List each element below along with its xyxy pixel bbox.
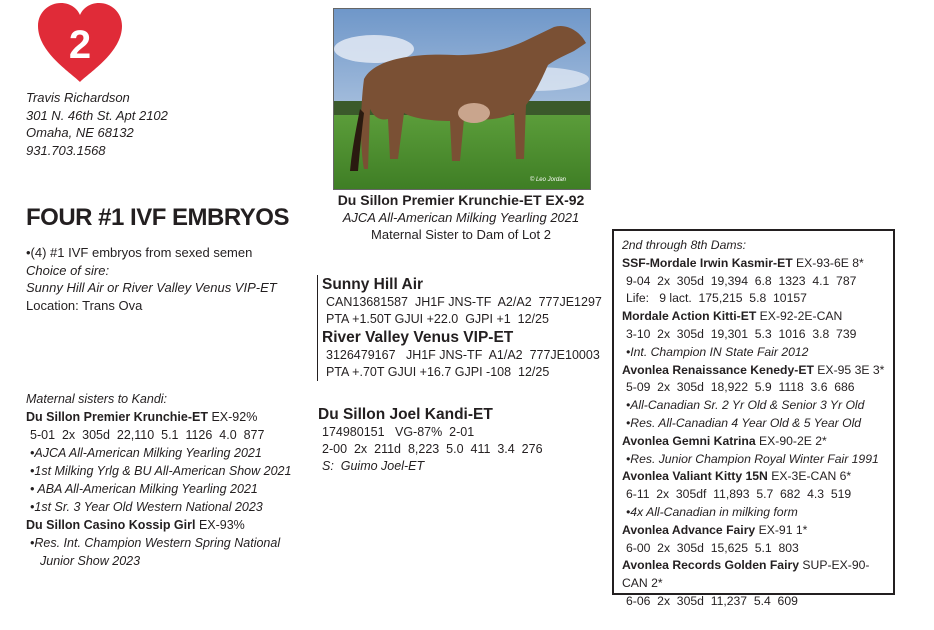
ancestor-class: EX-93-6E 8*: [792, 255, 864, 270]
dam-id-line: 174980151 VG-87% 2-01: [322, 425, 475, 439]
ancestor-class: SUP-EX-90-CAN 2*: [622, 558, 870, 591]
sister-name: Du Sillon Casino Kossip Girl: [26, 518, 196, 532]
sister-award: Junior Show 2023: [40, 554, 141, 568]
ancestor-class: EX-3E-CAN 6*: [767, 469, 852, 484]
contact-address1: 301 N. 46th St. Apt 2102: [26, 107, 168, 123]
ancestor-award: •4x All-Canadian in milking form: [626, 504, 798, 519]
ancestor-class: EX-95 3E 3*: [813, 362, 885, 377]
ancestor-class: EX-91 1*: [755, 522, 808, 537]
ancestor-name: Avonlea Records Golden Fairy: [622, 558, 799, 573]
sire-name: Sunny Hill Air: [322, 276, 424, 293]
ancestor-name: Avonlea Valiant Kitty 15N: [622, 469, 768, 484]
sire-block: [317, 275, 602, 381]
ancestor-record: 3-10 2x 305d 19,301 5.3 1016 3.8 739: [626, 326, 857, 341]
contact-phone: 931.703.1568: [26, 142, 106, 158]
dam-record: 2-00 2x 211d 8,223 5.0 411 3.4 276: [322, 442, 543, 456]
sire-pta-line: PTA +1.50T GJUI +22.0 GJPI +1 12/25: [326, 312, 549, 326]
sire-id-line: 3126479167 JH1F JNS-TF A1/A2 777JE10003: [326, 348, 600, 362]
lot-badge: [36, 2, 124, 84]
sister-award: • ABA All-American Milking Yearling 2021: [30, 482, 258, 496]
ancestor-class: EX-92-2E-CAN: [756, 309, 843, 324]
sire-name: River Valley Venus VIP-ET: [322, 329, 514, 346]
contact-address2: Omaha, NE 68132: [26, 125, 134, 140]
sister-class: EX-92%: [207, 410, 258, 424]
sisters-header: Maternal sisters to Kandi:: [26, 392, 168, 406]
ancestor-lifetime: Life: 9 lact. 175,215 5.8 10157: [626, 291, 807, 306]
lot-detail-sires: Sunny Hill Air or River Valley Venus VIP-ET: [26, 280, 277, 295]
sister-award: •1st Sr. 3 Year Old Western National 2023: [30, 500, 263, 514]
ancestor-name: Mordale Action Kitti-ET: [622, 309, 757, 324]
ancestor-award: •Int. Champion IN State Fair 2012: [626, 344, 809, 359]
ancestor-award: •Res. All-Canadian 4 Year Old & 5 Year Old: [626, 415, 862, 430]
sister-award: •Res. Int. Champion Western Spring National: [30, 536, 281, 550]
heart-icon: [36, 2, 124, 84]
ancestor-name: Avonlea Renaissance Kenedy-ET: [622, 362, 814, 377]
lot-detail-choice: Choice of sire:: [26, 262, 110, 278]
cow-photo: [333, 8, 591, 190]
pedigree-header: 2nd through 8th Dams:: [622, 238, 746, 252]
contact-block: [26, 89, 168, 159]
dam-sire: S: Guimo Joel-ET: [322, 459, 425, 473]
pedigree-box: [612, 229, 895, 608]
dam-block: [318, 405, 543, 475]
ancestor-record: 9-04 2x 305d 19,394 6.8 1323 4.1 787: [626, 273, 857, 288]
ancestor-name: Avonlea Gemni Katrina: [622, 433, 756, 448]
photo-credit: © Leo Jordan: [529, 177, 566, 183]
ancestor-record: 5-09 2x 305d 18,922 5.9 1118 3.6 686: [626, 380, 855, 395]
featured-name: Du Sillon Premier Krunchie-ET EX-92: [337, 192, 585, 208]
ancestor-class: EX-90-2E 2*: [755, 433, 827, 448]
lot-title: FOUR #1 IVF EMBRYOS: [26, 204, 289, 231]
sire-id-line: CAN13681587 JH1F JNS-TF A2/A2 777JE1297: [326, 295, 602, 309]
maternal-sisters: [26, 390, 291, 570]
sire-pta-line: PTA +.70T GJUI +16.7 GJPI -108 12/25: [326, 365, 550, 379]
sister-class: EX-93%: [195, 518, 245, 532]
ancestor-name: SSF-Mordale Irwin Kasmir-ET: [622, 255, 793, 270]
featured-caption: [325, 192, 597, 243]
ancestor-award: •All-Canadian Sr. 2 Yr Old & Senior 3 Yr Old: [626, 398, 865, 413]
sister-award: •1st Milking Yrlg & BU All-American Show 2021: [30, 464, 292, 478]
ancestor-record: 6-11 2x 305df 11,893 5.7 682 4.3 519: [626, 487, 852, 502]
ancestor-award: •Res. Junior Champion Royal Winter Fair 1991: [626, 451, 879, 466]
featured-note: Maternal Sister to Dam of Lot 2: [371, 227, 551, 242]
lot-details: [26, 244, 277, 314]
ancestor-record: 6-00 2x 305d 15,625 5.1 803: [626, 540, 799, 555]
lot-number: 2: [68, 23, 92, 67]
lot-detail-embryos: •(4) #1 IVF embryos from sexed semen: [26, 245, 253, 260]
ancestor-name: Avonlea Advance Fairy: [622, 522, 756, 537]
sister-record: 5-01 2x 305d 22,110 5.1 1126 4.0 877: [30, 428, 265, 442]
sister-name: Du Sillon Premier Krunchie-ET: [26, 410, 208, 424]
dam-name: Du Sillon Joel Kandi-ET: [318, 406, 493, 423]
ancestor-record: 6-06 2x 305d 11,237 5.4 609: [626, 593, 798, 608]
lot-detail-location: Location: Trans Ova: [26, 297, 143, 313]
sister-award: •AJCA All-American Milking Yearling 2021: [30, 446, 262, 460]
featured-award: AJCA All-American Milking Yearling 2021: [342, 210, 580, 225]
contact-name: Travis Richardson: [26, 90, 130, 105]
